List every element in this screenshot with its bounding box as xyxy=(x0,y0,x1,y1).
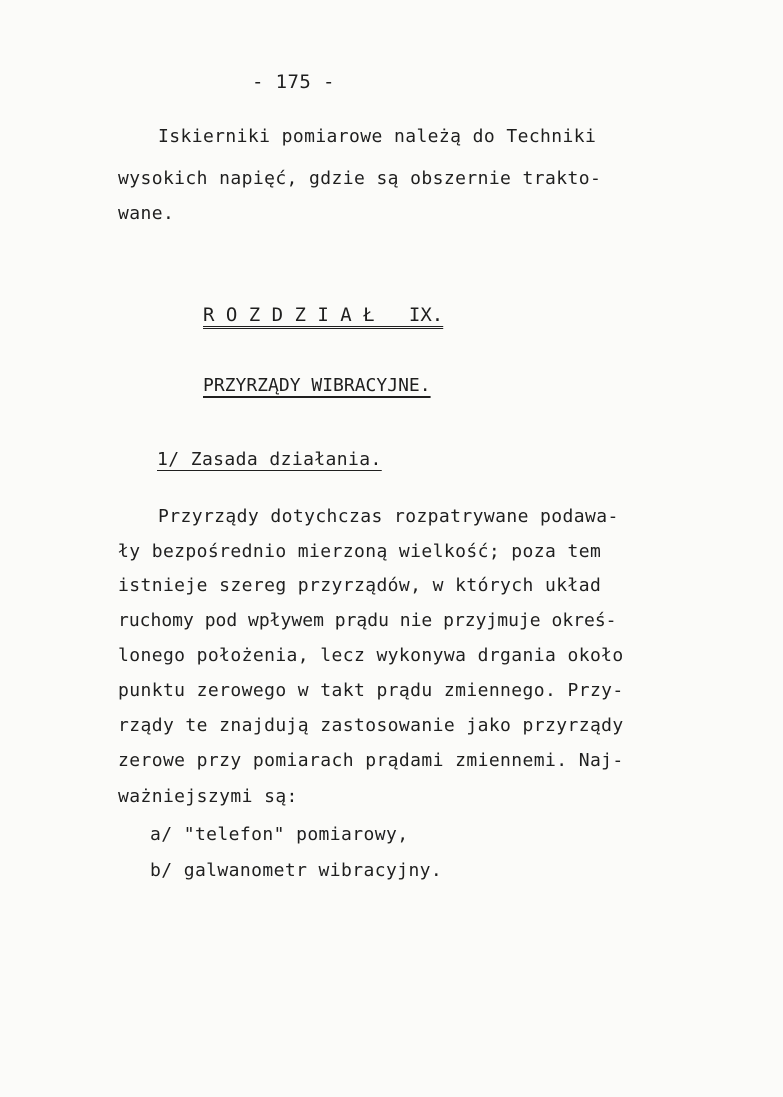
body-line: Przyrządy dotychczas rozpatrywane podawa- xyxy=(158,506,619,527)
intro-line: wane. xyxy=(118,203,175,224)
body-line: lonego położenia, lecz wykonywa drgania około xyxy=(118,645,624,666)
body-line: punktu zerowego w takt prądu zmiennego. Przy- xyxy=(118,680,624,701)
list-item: a/ "telefon" pomiarowy, xyxy=(150,824,409,845)
body-line: istnieje szereg przyrządów, w których układ xyxy=(118,575,602,596)
chapter-heading: R O Z D Z I A Ł IX. xyxy=(203,304,444,326)
intro-line: wysokich napięć, gdzie są obszernie trakto- xyxy=(118,168,602,189)
page-number: - 175 - xyxy=(252,71,335,93)
body-line: zerowe przy pomiarach prądami zmiennemi. Naj- xyxy=(118,750,624,771)
body-line: ruchomy pod wpływem prądu nie przyjmuje okreś- xyxy=(118,610,617,631)
intro-line: Iskierniki pomiarowe należą do Techniki xyxy=(158,126,597,147)
section-heading: 1/ Zasada działania. xyxy=(157,449,382,470)
body-line: rządy te znajdują zastosowanie jako przyrządy xyxy=(118,715,624,736)
body-line: ważniejszymi są: xyxy=(118,786,298,807)
chapter-title: PRZYRZĄDY WIBRACYJNE. xyxy=(203,375,431,396)
body-line: ły bezpośrednio mierzoną wielkość; poza tem xyxy=(118,541,602,562)
list-item: b/ galwanometr wibracyjny. xyxy=(150,860,443,881)
